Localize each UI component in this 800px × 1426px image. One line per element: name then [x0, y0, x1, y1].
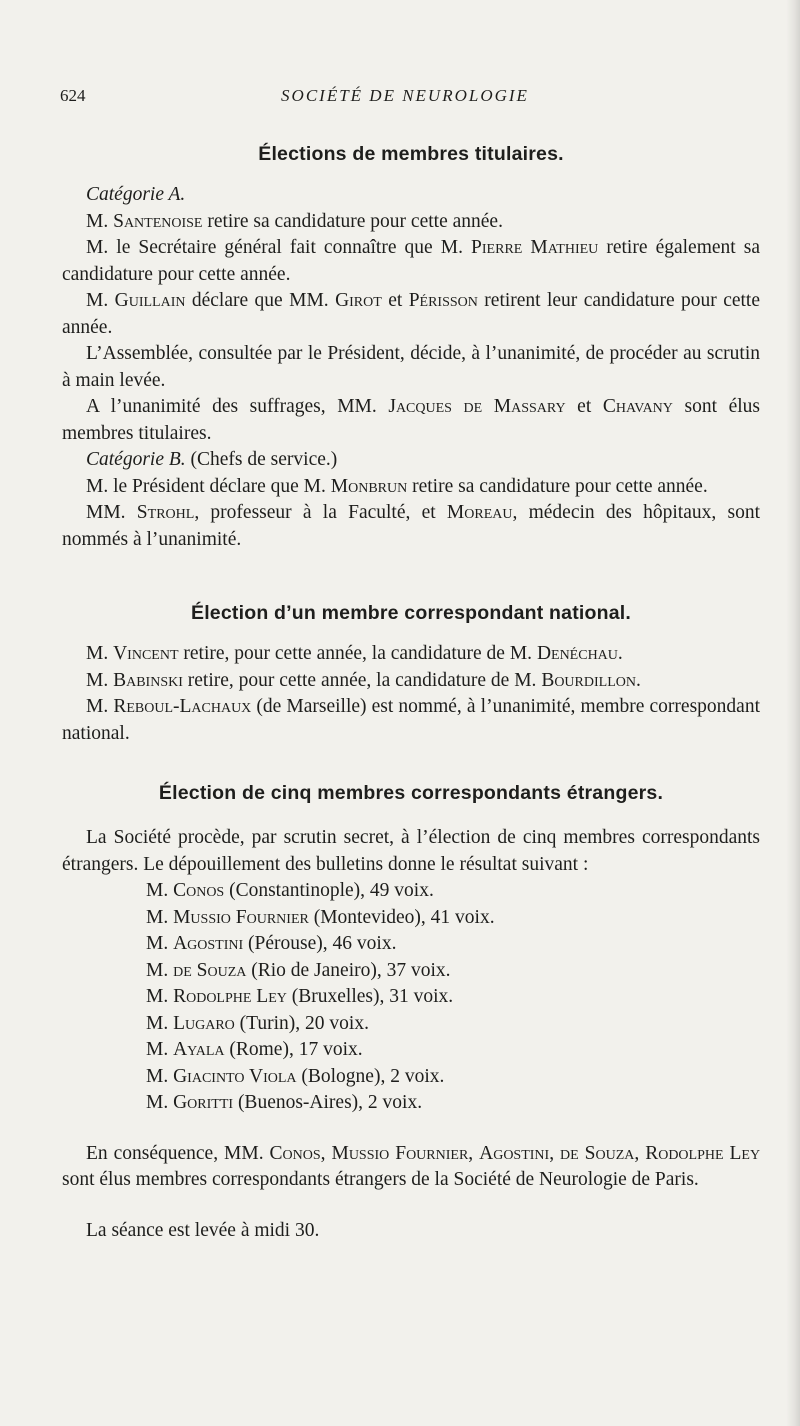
category-b-heading: [62, 447, 760, 474]
running-head: [60, 86, 750, 110]
person-name: Monbrun: [330, 475, 408, 497]
person-name: Guillain: [114, 290, 186, 311]
text-run: ,: [634, 1142, 646, 1164]
person-name: Bourdillon: [541, 669, 636, 691]
text-run: A l’unanimité des suffrages, MM.: [86, 396, 389, 417]
list-item: [146, 1011, 760, 1038]
paragraph-santenoise: [62, 209, 760, 236]
section-title-correspondant-national: Élection d’un membre correspondant national.: [190, 602, 632, 624]
text-run: (de Marseille) est nommé, à l’unanimité, membre correspondant national.: [62, 696, 760, 744]
text-run: M.: [86, 290, 115, 311]
text-run: M.: [146, 1092, 174, 1113]
text-run: (Constantinople), 49 voix.: [224, 880, 434, 901]
person-name: Chavany: [602, 396, 673, 417]
paragraph-monbrun: [62, 474, 760, 501]
text-run: M.: [146, 1065, 174, 1087]
text-run: et: [381, 290, 409, 311]
text-run: (Rio de Janeiro), 37 voix.: [246, 959, 451, 981]
paragraph-unanimite: [62, 394, 760, 447]
text-run: M.: [86, 669, 114, 691]
person-name: Santenoise: [113, 210, 203, 232]
person-name: de Souza: [560, 1142, 635, 1164]
list-item: [146, 1064, 760, 1091]
person-name: Denéchau: [536, 643, 618, 664]
paragraph-mathieu: [62, 235, 760, 288]
text-run: et: [565, 396, 603, 417]
text-run: M.: [86, 210, 114, 232]
paragraph-vincent: [62, 641, 760, 668]
paragraph-babinski: [62, 668, 760, 695]
text-run: (Bruxelles), 31 voix.: [286, 986, 454, 1007]
text-run: retire sa candidature pour cette année.: [407, 475, 708, 497]
person-name: Reboul-Lachaux: [113, 696, 252, 717]
person-name: Goritti: [173, 1092, 234, 1113]
person-name: Pierre Mathieu: [471, 237, 599, 258]
text-run: En conséquence, MM.: [86, 1142, 270, 1164]
person-name: Lugaro: [173, 1012, 235, 1034]
person-name: Agostini: [173, 933, 244, 954]
section-title-titulaires: Élections de membres titulaires.: [258, 143, 564, 165]
paragraph-conclusion: [62, 1141, 760, 1194]
text-run: M. le Secrétaire général fait connaître que M.: [86, 237, 472, 258]
person-name: Vincent: [113, 643, 179, 664]
text-run: M.: [146, 959, 174, 981]
list-item: [146, 984, 760, 1011]
text-run: .: [617, 643, 623, 664]
paragraph-strohl-moreau: [62, 500, 760, 553]
text-run: .: [635, 669, 641, 691]
list-item: [146, 878, 760, 905]
text-run: (Montevideo), 41 voix.: [308, 906, 495, 928]
category-a-label: Catégorie A.: [86, 184, 186, 205]
section-title-correspondants-etrangers: Élection de cinq membres correspondants étrangers.: [158, 782, 664, 804]
text-run: (Buenos-Aires), 2 voix.: [233, 1092, 423, 1113]
text-run: M. le Président déclare que M.: [86, 475, 331, 497]
text-run: M.: [146, 1012, 174, 1034]
paragraph-closing: La séance est levée à midi 30.: [86, 1219, 320, 1241]
text-run: sont élus membres titulaires.: [62, 396, 760, 444]
category-b-note: (Chefs de service.): [185, 449, 338, 470]
person-name: Mussio Fournier: [331, 1142, 469, 1164]
text-run: M.: [146, 933, 174, 954]
page-body: [62, 140, 760, 1244]
text-run: M.: [146, 986, 174, 1007]
list-item: [146, 1090, 760, 1117]
paragraph-assemblee: L’Assemblée, consultée par le Président, décide, à l’unanimité, de procéder au scrutin à main levée.: [62, 343, 760, 391]
text-run: (Pérouse), 46 voix.: [243, 933, 397, 954]
category-b-label: Catégorie B.: [86, 449, 186, 470]
person-name: Conos: [269, 1142, 321, 1164]
person-name: Girot: [335, 290, 382, 311]
text-run: (Rome), 17 voix.: [224, 1039, 363, 1060]
text-run: M.: [86, 643, 114, 664]
person-name: Rodolphe Ley: [173, 986, 287, 1007]
paragraph-guillain: [62, 288, 760, 341]
text-run: retirent leur candidature pour cette année.: [62, 290, 760, 338]
text-run: retire sa candidature pour cette année.: [202, 210, 503, 232]
text-run: déclare que MM.: [185, 290, 336, 311]
text-run: retire, pour cette année, la candidature de M.: [182, 669, 542, 691]
page-number: 624: [60, 86, 86, 105]
text-run: ,: [468, 1142, 480, 1164]
text-run: retire également sa candidature pour cette année.: [62, 237, 760, 285]
vote-results-list: [62, 878, 760, 1117]
person-name: Giacinto Viola: [173, 1065, 297, 1087]
page-edge-shadow: [786, 0, 800, 1426]
person-name: Ayala: [173, 1039, 225, 1060]
person-name: Rodolphe Ley: [645, 1142, 761, 1164]
text-run: (Turin), 20 voix.: [234, 1012, 369, 1034]
text-run: M.: [146, 906, 174, 928]
text-run: MM.: [86, 502, 137, 523]
person-name: Mussio Fournier: [173, 906, 309, 928]
text-run: , professeur à la Faculté, et: [194, 502, 447, 523]
person-name: Conos: [173, 880, 225, 901]
person-name: Agostini: [479, 1142, 550, 1164]
text-run: , médecin des hôpitaux, sont nommés à l’unanimité.: [62, 502, 760, 550]
category-a-heading: [62, 182, 760, 209]
person-name: Moreau: [446, 502, 513, 523]
person-name: Périsson: [408, 290, 478, 311]
text-run: (Bologne), 2 voix.: [296, 1065, 445, 1087]
list-item: [146, 958, 760, 985]
paragraph-scrutin: La Société procède, par scrutin secret, à l’élection de cinq membres correspondants étrangers. Le dépouillement des bulletins donne le résultat suivant :: [62, 827, 760, 875]
list-item: [146, 1037, 760, 1064]
person-name: Jacques de Massary: [388, 396, 566, 417]
person-name: Strohl: [136, 502, 195, 523]
text-run: ,: [320, 1142, 332, 1164]
text-run: ,: [549, 1142, 561, 1164]
text-run: M.: [86, 696, 114, 717]
list-item: [146, 931, 760, 958]
paragraph-reboul-lachaux: [62, 694, 760, 747]
text-run: retire, pour cette année, la candidature de M.: [178, 643, 537, 664]
list-item: [146, 905, 760, 932]
text-run: M.: [146, 880, 174, 901]
person-name: Babinski: [113, 669, 183, 691]
person-name: de Souza: [173, 959, 247, 981]
journal-title: SOCIÉTÉ DE NEUROLOGIE: [281, 86, 529, 105]
text-run: sont élus membres correspondants étrangers de la Société de Neurologie de Paris.: [62, 1169, 699, 1190]
text-run: M.: [146, 1039, 174, 1060]
